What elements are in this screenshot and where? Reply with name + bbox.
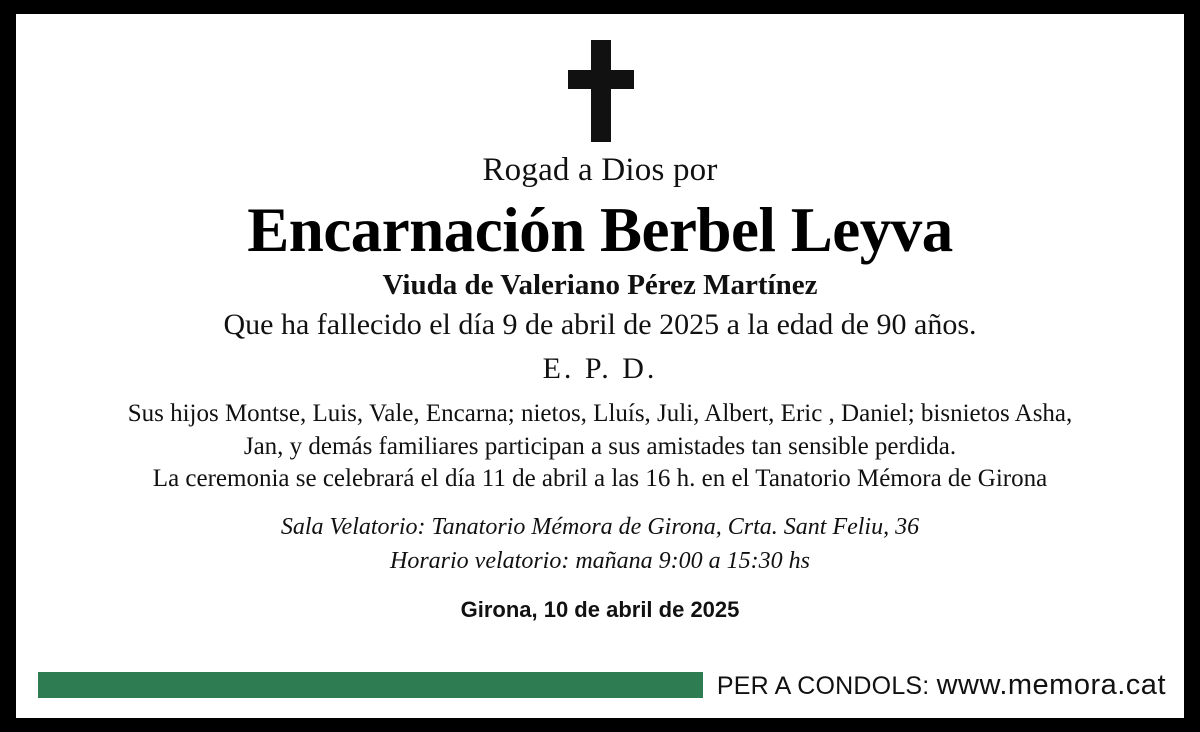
latin-cross-icon <box>560 40 640 142</box>
family-message <box>55 398 1145 496</box>
condolences-label: PER A CONDOLS: <box>716 671 937 700</box>
deceased-name: Encarnación Berbel Leyva <box>247 195 953 265</box>
family-message-line: Sus hijos Montse, Luis, Vale, Encarna; nietos, Lluís, Juli, Albert, Eric , Daniel; bisnietos Asha, <box>127 400 1073 428</box>
cross-vertical-bar <box>591 40 611 142</box>
family-message-line: Jan, y demás familiares participan a sus amistades tan sensible perdida. <box>243 432 957 460</box>
condolences-link[interactable] <box>703 669 1166 702</box>
place-date: Girona, 10 de abril de 2025 <box>460 597 740 623</box>
cross-horizontal-bar <box>568 70 634 89</box>
intro-text: Rogad a Dios por <box>482 152 718 188</box>
footer-green-bar <box>38 672 703 698</box>
spouse-line: Viuda de Valeriano Pérez Martínez <box>382 269 818 302</box>
wake-room-line: Sala Velatorio: Tanatorio Mémora de Girona, Crta. Sant Feliu, 36 <box>280 513 920 540</box>
venue-details <box>281 510 919 580</box>
family-message-line: La ceremonia se celebrará el día 11 de abril a las 16 h. en el Tanatorio Mémora de Girona <box>152 465 1048 493</box>
footer <box>16 668 1184 702</box>
epd-text: E. P. D. <box>542 352 658 386</box>
obituary-card <box>16 14 1184 718</box>
condolences-url[interactable]: www.memora.cat <box>936 668 1166 701</box>
death-line: Que ha fallecido el día 9 de abril de 2025 a la edad de 90 años. <box>223 308 977 342</box>
wake-schedule-line: Horario velatorio: mañana 9:00 a 15:30 hs <box>390 548 810 575</box>
